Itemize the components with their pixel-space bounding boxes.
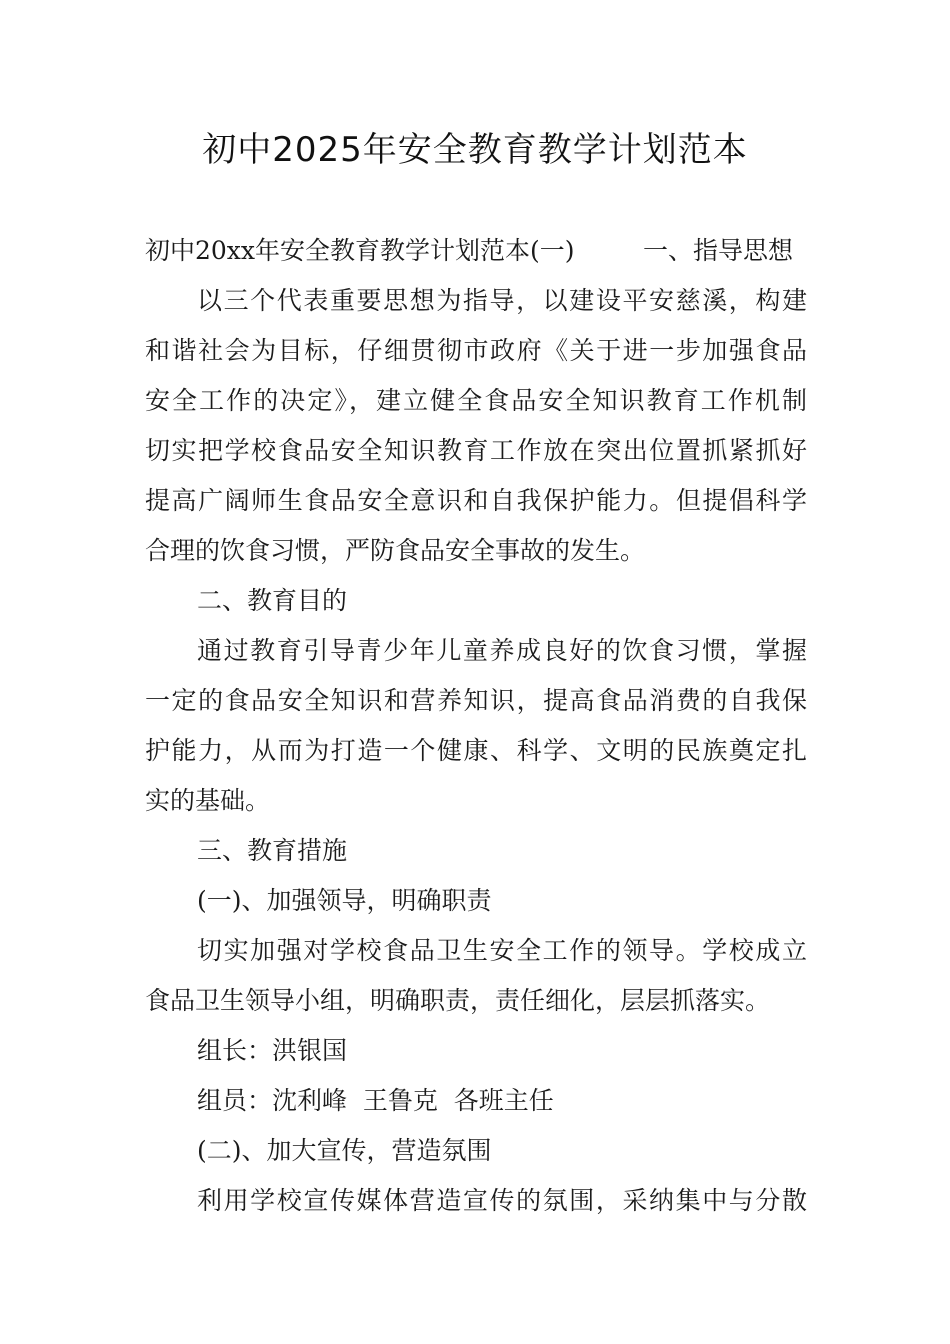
- paragraph-line: 提高广阔师生食品安全意识和自我保护能力。但提倡科学: [145, 486, 807, 515]
- subsection-heading-publicity: (二)、加大宣传，营造氛围: [197, 1136, 492, 1165]
- paragraph-line: 利用学校宣传媒体营造宣传的氛围，采纳集中与分散: [197, 1186, 807, 1215]
- document-title: 初中2025年安全教育教学计划范本: [202, 130, 748, 170]
- paragraph-line: 以三个代表重要思想为指导，以建设平安慈溪，构建: [197, 286, 807, 315]
- document-subtitle: 初中20xx年安全教育教学计划范本(一): [145, 236, 575, 265]
- paragraph-line: 安全工作的决定》，建立健全食品安全知识教育工作机制: [145, 386, 807, 415]
- paragraph-line: 实的基础。: [145, 786, 271, 815]
- subtitle-line: [145, 226, 807, 276]
- team-members-line: 组员：沈利峰 王鲁克 各班主任: [197, 1086, 554, 1115]
- section-heading-guiding-ideology: 一、指导思想: [642, 236, 793, 265]
- paragraph-line: 切实把学校食品安全知识教育工作放在突出位置抓紧抓好: [145, 436, 807, 465]
- paragraph-line: 一定的食品安全知识和营养知识，提高食品消费的自我保: [145, 686, 807, 715]
- paragraph-line: 通过教育引导青少年儿童养成良好的饮食习惯，掌握: [197, 636, 807, 665]
- document-body: [145, 226, 807, 1226]
- paragraph-line: 切实加强对学校食品卫生安全工作的领导。学校成立: [197, 936, 807, 965]
- subsection-heading-leadership: (一)、加强领导，明确职责: [197, 886, 492, 915]
- paragraph-line: 护能力，从而为打造一个健康、科学、文明的民族奠定扎: [145, 736, 807, 765]
- paragraph-line: 食品卫生领导小组，明确职责，责任细化，层层抓落实。: [145, 986, 771, 1015]
- team-leader-line: 组长：洪银国: [197, 1036, 348, 1065]
- section-heading-education-purpose: 二、教育目的: [197, 586, 348, 615]
- section-heading-education-measures: 三、教育措施: [197, 836, 348, 865]
- paragraph-line: 合理的饮食习惯，严防食品安全事故的发生。: [145, 536, 646, 565]
- paragraph-line: 和谐社会为目标，仔细贯彻市政府《关于进一步加强食品: [145, 336, 807, 365]
